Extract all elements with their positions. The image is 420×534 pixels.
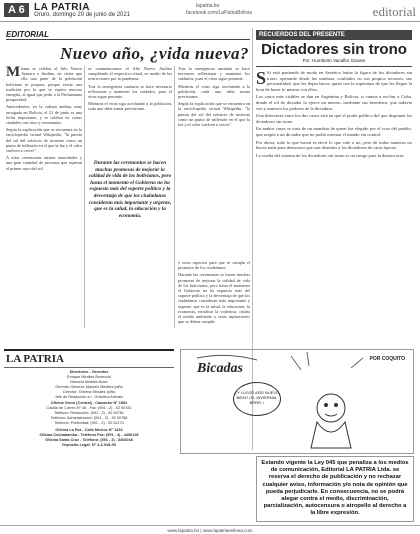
website-link[interactable]: lapatria.bo [196,3,220,9]
masthead-line: Casilla de Correo N° 48 - Fax: (591 - 2) - 52 50782 [46,406,132,411]
masthead-line: Teléfono: Publicidad: (591 - 2) - 52 51174 [54,421,124,426]
masthead-line: Oficina La Paz - Calle Mexico N° 1433 [55,427,123,432]
editorial-column-3 [178,260,250,326]
cartoon-title: Bicadas [197,361,243,376]
editorial-title: Nuevo año, ¿vida nueva? [60,44,250,63]
column-body [256,70,412,160]
paragraph: Por ahora, todo lo que hacen es decir lo que vale o no, pero de todas maneras no hacen nada para demostrar que son distintos a los dictadores de otras épocas. [256,139,412,151]
paragraph: Tras la emergencia sanitaria se hace necesario reflexionar y mantener los cuidados, pues el virus sigue presente. [178,66,250,82]
paragraph: Mientras el virus siga acechando a la población, cada uno debe tomar previsiones. [88,101,172,112]
cartoon-author: POR COQUITO [369,356,405,362]
paragraph: Los casos más visibles se dan en Argentina y Bolivia, si vamos a excluir a Cuba, donde el rol de dictador lo ejerce un muerto, mediante sus herederos, que todavía ven y mueven los poderes de la dictadura. [256,94,412,111]
masthead-line: Depósito Legal: N° 4-3-918-99 [62,442,116,447]
paragraph: y otros aspectos para que se cumpla el promotor de los ciudadanos. [178,260,250,271]
paragraph: Una diferencia entre los dos casos está en que el poder político del que disponen los dictadores sin trono. [256,113,412,124]
editorial-column-3-top [178,66,250,129]
masthead-line: Oficina Cochabamba - Teléfono Fax: (591 - 4) - 4496128 [39,432,139,437]
paragraph: Durante las ceremonias se hacen muchas promesas de mejorar la calidad de vida de los bolivianos, pero hasta el momento el Gobierno no ha expuesto más del soporte político y la desventaja de que los ciudadanos consideran más importante y urgente, que es la salud, la educación, la economía, erradicar la violencia, cuidar el medio ambiente y otras aspiraciones que se deben cumplir. [178,272,250,325]
header-divider [0,21,420,22]
masthead-line: Enrique Miralles Bonecchi [67,374,111,379]
column-rule [256,66,412,67]
legal-notice: Estando vigente la Ley 045 que penaliza a los medios de comunicación, Editorial LA PATRIA Ltda. se reserva el derecho de publicación y no rechazar cualquier aviso, información y/o nota de opinión que pueda perjudicarle. En consecuencia, no se podrá alegar contra el medio, discriminación, parcialización, autocensura o atropello al derecho a la libre expresión. [256,456,414,522]
editorial-column-2 [88,66,172,114]
page-header [0,0,420,22]
column-label: RECUERDOS DEL PRESENTE [256,30,412,40]
drop-cap: M [6,64,21,80]
page-footer: www.lapatria.bo | www.lapatriaenlinea.com [0,525,420,534]
masthead-line: Director: Ximena Miralles Ipiña [63,389,115,394]
paragraph: Tras la emergencia sanitaria se hace necesario reflexionar y mantener los cuidados, pues el virus sigue presente. [88,83,172,100]
masthead-title: LA PATRIA [4,351,174,368]
paragraph: se conmemoraron el Año Nuevo Andino cumpliendo el respectivo ritual, en medio de las restricciones por la pandemia. [88,66,172,82]
masthead-line: Oficina Oruro (Central) - Camacho N° 1892 [50,401,128,406]
paragraph: Mñana se celebra el Año Nuevo Aymara o Andino, en cierta que ella una parte de la población boliviana se prepara, porque existe una tradición por la que se espera renovar energías, al igual que pedir a la Pachamama prosperidad. [6,64,82,103]
drop-cap: S [256,68,267,88]
pull-quote: Durante las ceremonias se hacen muchas promesas de mejorar la calidad de vida de los bolivianos, pero hasta el momento el Gobierno no ha expuesto más del soporte político y la desventaja de que los ciudadanos consideran más importante y urgente, que es la salud, la educación y la economía. [88,160,172,219]
cartoon-panel [180,349,414,454]
column-author: Por: Humberto Vacaflor Ganam [302,58,366,63]
paragraph: Según la explicación que se encuentra en la enciclopedia virtual Wikipedia, "la puesta del sol del solsticio de invierno como un punto de inflexión en el que la luz y el calor vuelven a crecer". [6,127,82,154]
masthead-line: Gerente General: Marcelo Miralles Ipiña [55,384,123,389]
masthead-line: Marcelo Miralles Bove [70,379,108,384]
masthead-line: Directores - Gerentes [69,370,109,374]
newspaper-name: LA PATRIA [34,2,90,13]
column-divider [174,66,175,328]
editorial-rule [6,39,250,40]
page-number: A 6 [4,3,29,17]
masthead-box [4,349,174,521]
masthead-line: Teléfono: Redacción: (591 - 2) - 52 50781 [53,411,125,416]
masthead-body [4,368,174,450]
paragraph: Según la explicación que se encuentra en la enciclopedia virtual Wikipedia, "la puesta del sol del solsticio de invierno como un punto de inflexión en el que la luz y el calor vuelven a crecer". [178,101,250,128]
paragraph: Mientras el virus siga acechando a la población, cada uno debe tomar previsiones. [178,83,250,100]
paragraph: Antecedentes, en la cultura andina, muy arraigada en Bolivia, el 21 de junio es una fecha importante, y se celebra en varias ciudades con ritos y ceremonias. [6,104,82,126]
masthead-line: Oficina Santa Cruz - Teléfono: (591 - 3) - 3366048 [45,437,133,442]
speech-bubble: ¿Y LLEGÓ AÑO NUEVO BIEN? ¡EL INVIERNAL BRRR..! [233,382,281,416]
cartoon-illustration [181,350,413,453]
column-divider [84,66,85,328]
column-title: Dictadores sin trono [261,41,407,58]
paragraph: A estas ceremonias asisten autoridades y una gran cantidad de personas que esperan el primer rayo del sol. [6,155,82,171]
facebook-link[interactable]: facebook.com/LaPatriaBolivia [186,10,252,16]
section-name: editorial [372,4,416,19]
issue-date: Oruro, domingo 20 de junio de 2021 [34,12,131,18]
masthead-line: Jefe de Redacción a.i.: Grisolina Arévalo [54,394,124,399]
editorial-label: EDITORIAL [6,30,49,39]
paragraph: La vuelta del sistema de los dictadores sin trono es un riesgo para la democracia. [256,152,405,158]
paragraph: S Si está poniendo de moda en América latina la figura de los dictadores sin trono, operando desde las sombras, confiados en sus propios recursos, sus personalidad, que les dejan hacer, quizá con la esperanza de que les llegue la hora de hacer lo mismo con ellos. [256,68,412,92]
masthead-line: Teléfono: Administración: (591 - 2) - 52 50788 [50,416,128,421]
paragraph: En ambos casos se trata de un mandato de quien fue elegido por el voto del pueblo, que aceptó a un dictador que no podía ostentar el mando sin control. [256,126,412,137]
editorial-column-1 [6,66,82,173]
